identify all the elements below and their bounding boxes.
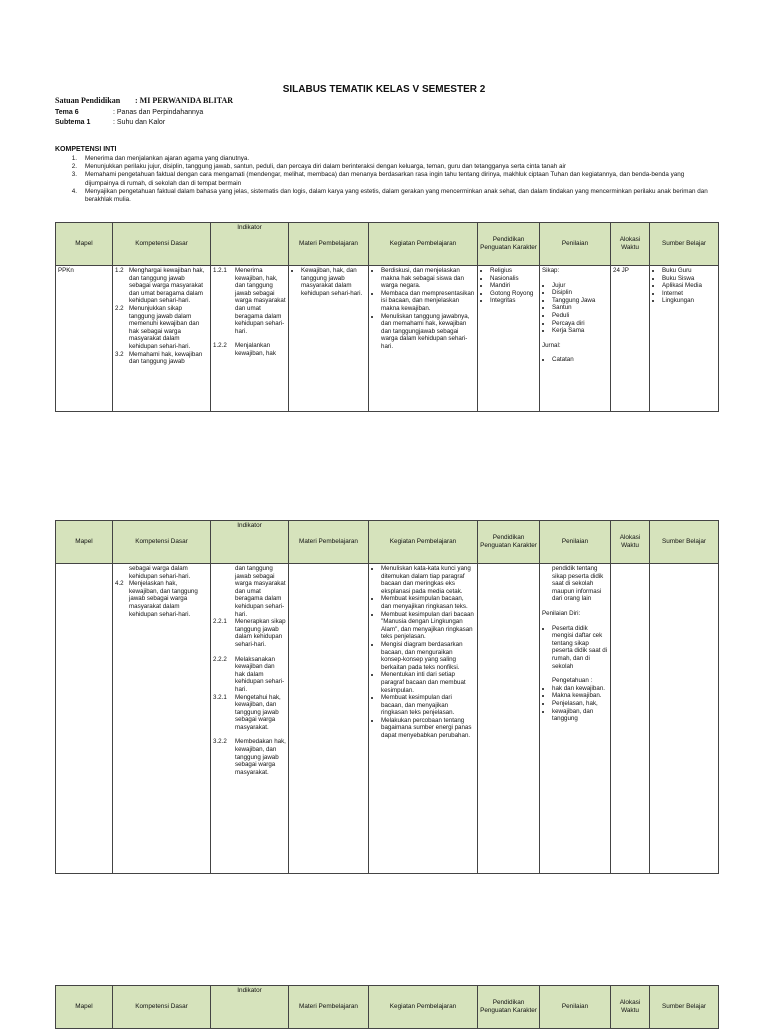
indikator-item: 3.2.1 Mengetahui hak, kewajiban, dan tanggung jawab sebagai warga masyarakat.: [213, 693, 281, 731]
header-kd: Kompetensi Dasar: [113, 223, 211, 266]
kegiatan-item: • Menentukan inti dari setiap paragraf bacaan dan membuat kesimpulan.: [381, 671, 475, 694]
meta-satuan: Satuan Pendidikan : MI PERWANIDA BLITAR: [55, 96, 234, 105]
header-mapel: Mapel: [56, 521, 113, 564]
syllabus-table-page-1: [55, 222, 719, 412]
cell-indikator: [211, 266, 289, 412]
header-indikator: Indikator: [211, 223, 289, 266]
kd-item: 2.2 Menunjukkan sikap tanggung jawab dalam memenuhi kewajiban dan hak sebagai warga masyarakat dalam kehidupan sehari-hari.: [115, 304, 200, 350]
sumber-item: • Aplikasi Media: [662, 282, 716, 290]
header-indikator: Indikator: [211, 521, 289, 564]
kegiatan-item: • Melakukan percobaan tentang bagaimana sumber energi panas dapat menyebabkan perubahan.: [381, 717, 475, 740]
header-alokasi: Alokasi Waktu: [611, 986, 650, 1029]
table-header-row: [56, 223, 719, 266]
cell-mapel: PPKn: [56, 266, 113, 412]
header-penilaian: Penilaian: [540, 223, 611, 266]
header-kegiatan: Kegiatan Pembelajaran: [369, 223, 478, 266]
sikap-item: • Percaya diri: [552, 320, 608, 328]
sikap-item: • Jujur: [552, 282, 608, 290]
kd-item: 4.2 Menjelaskan hak, kewajiban, dan tanggung jawab sebagai warga masyarakat dalam kehidupan sehari-hari.: [115, 580, 198, 618]
ki-item: 2. Menunjukkan perilaku jujur, disiplin, tanggung jawab, santun, peduli, dan percaya diri dalam berinteraksi dengan keluarga, teman, guru dan tetangganya serta cinta tanah air: [71, 163, 566, 171]
cell-pk: [478, 266, 540, 412]
syllabus-table-page-2: [55, 520, 719, 874]
cell-materi: [289, 564, 369, 874]
ki-heading: KOMPETENSI INTI: [55, 146, 117, 153]
header-penilaian: Penilaian: [540, 986, 611, 1029]
materi-item: • Kewajiban, hak, dan tanggung jawab masyarakat dalam kehidupan sehari-hari.: [301, 267, 366, 297]
pengetahuan-item: • kewajiban, dan tanggung: [552, 708, 608, 723]
indikator-item: 1.2.1 Menerima kewajiban, hak, dan tanggung jawab sebagai warga masyarakat dan umat beragama dalam kehidupan sehari-hari.: [213, 267, 286, 335]
cell-mapel: [56, 564, 113, 874]
cell-sumber: [650, 564, 719, 874]
header-alokasi: Alokasi Waktu: [611, 521, 650, 564]
header-alokasi: Alokasi Waktu: [611, 223, 650, 266]
kegiatan-item: • Mengisi diagram berdasarkan bacaan, dan menguraikan konsep-konsep yang saling berkaitan pada teks nonfiksi.: [381, 641, 475, 671]
header-sumber: Sumber Belajar: [650, 521, 719, 564]
cell-alokasi: [611, 564, 650, 874]
header-mapel: Mapel: [56, 986, 113, 1029]
pk-item: • Nasionalis: [490, 275, 537, 283]
penilaian-sikap-label: Sikap:: [542, 267, 560, 274]
table-row: [56, 266, 719, 412]
sikap-item: • Disiplin: [552, 289, 608, 297]
sumber-item: • Buku Siswa: [662, 275, 716, 283]
meta-tema: Tema 6 : Panas dan Perpindahannya: [55, 109, 204, 116]
indikator-item: 2.2.1 Menerapkan sikap tanggung jawab dalam kehidupan sehari-hari.: [213, 618, 286, 648]
header-sumber: Sumber Belajar: [650, 223, 719, 266]
cell-kegiatan: [369, 564, 478, 874]
indikator-item: 3.2.2 Membedakan hak, kewajiban, dan tanggung jawab sebagai warga masyarakat.: [213, 738, 286, 776]
header-pk: Pendidikan Penguatan Karakter: [478, 223, 540, 266]
header-kd: Kompetensi Dasar: [113, 521, 211, 564]
header-kegiatan: Kegiatan Pembelajaran: [369, 521, 478, 564]
cell-penilaian: [540, 564, 611, 874]
penilaian-continued: pendidik tentang sikap peserta didik saat di sekolah maupun informasi dari orang lain: [552, 565, 604, 603]
header-penilaian: Penilaian: [540, 521, 611, 564]
sikap-item: • Kerja Sama: [552, 327, 608, 335]
penilaian-diri-item: • Peserta didik mengisi daftar cek tentang sikap peserta didik saat di rumah, dan di sekolah: [552, 625, 608, 671]
pengetahuan-item: • hak dan kewajiban.: [552, 685, 608, 693]
cell-kegiatan: [369, 266, 478, 412]
pengetahuan-item: • Penjelasan, hak,: [552, 700, 608, 708]
penilaian-jurnal-label: Jurnal:: [542, 341, 561, 349]
ki-list: [55, 155, 715, 204]
header-kegiatan: Kegiatan Pembelajaran: [369, 986, 478, 1029]
sumber-item: • Buku Guru: [662, 267, 716, 275]
indikator-continued: dan tanggung jawab sebagai warga masyarakat dan umat beragama dalam kehidupan sehari-hari.: [235, 565, 286, 618]
cell-pk: [478, 564, 540, 874]
header-kd: Kompetensi Dasar: [113, 986, 211, 1029]
header-materi: Materi Pembelajaran: [289, 223, 369, 266]
kegiatan-item: • Menuliskan tanggung jawabnya, dan memahami hak, kewajiban dan tanggungjawab sebagai warga dalam kehidupan sehari-hari.: [381, 313, 475, 351]
pengetahuan-label: Pengetahuan :: [552, 677, 593, 685]
header-mapel: Mapel: [56, 223, 113, 266]
penilaian-diri-label: Penilaian Diri:: [542, 609, 581, 617]
kegiatan-item: • Membaca dan mempresentasikan isi bacaan, dan menjelaskan makna kewajiban.: [381, 290, 475, 313]
ki-item: 3. Memahami pengetahuan faktual dengan cara mengamati (mendengar, melihat, membaca) dan menanya berdasarkan rasa ingin tahu tentang dirinya, makhluk ciptaan Tuhan dan kegiatannya, dan benda-benda yang dijumpainya di rumah, di sekolah dan di tempat bermain: [71, 171, 685, 187]
sikap-item: • Tanggung Jawa: [552, 297, 608, 305]
cell-kd: [113, 564, 211, 874]
kd-continued: sebagai warga dalam kehidupan sehari-hari.: [129, 565, 191, 580]
indikator-item: 1.2.2 Menjalankan kewajiban, hak: [213, 342, 276, 357]
table-header-row: [56, 521, 719, 564]
kegiatan-item: • Menuliskan kata-kata kunci yang ditemukan dalam tiap paragraf bacaan dan meringkas eks eksplanasi pada media cetak.: [381, 565, 475, 595]
pk-item: • Religius: [490, 267, 537, 275]
jurnal-item: • Catatan: [552, 356, 608, 364]
header-pk: Pendidikan Penguatan Karakter: [478, 521, 540, 564]
sikap-item: • Peduli: [552, 312, 608, 320]
header-sumber: Sumber Belajar: [650, 986, 719, 1029]
kd-item: 3.2 Memahami hak, kewajiban dan tanggung jawab: [115, 350, 203, 366]
sumber-item: • Lingkungan: [662, 297, 716, 305]
meta-subtema: Subtema 1 : Suhu dan Kalor: [55, 119, 166, 126]
ki-item: 1. Menerima dan menjalankan ajaran agama yang dianutnya.: [71, 155, 250, 162]
cell-penilaian: [540, 266, 611, 412]
sikap-item: • Santun: [552, 304, 608, 312]
header-materi: Materi Pembelajaran: [289, 521, 369, 564]
cell-kd: [113, 266, 211, 412]
pk-item: • Gotong Royong: [490, 290, 537, 298]
header-materi: Materi Pembelajaran: [289, 986, 369, 1029]
kegiatan-item: • Berdiskusi, dan menjelaskan makna hak sebagai siswa dan warga negara.: [381, 267, 475, 290]
syllabus-table-page-3: [55, 985, 719, 1029]
cell-indikator: [211, 564, 289, 874]
pengetahuan-item: • Makna kewajiban.: [552, 692, 608, 700]
kegiatan-item: • Membuat kesimpulan bacaan, dan menyajikan ringkasan teks.: [381, 595, 475, 610]
document-title: SILABUS TEMATIK KELAS V SEMESTER 2: [282, 84, 486, 95]
pk-item: • Integritas: [490, 297, 537, 305]
sumber-item: • Internet: [662, 290, 716, 298]
ki-item: 4. Menyajikan pengetahuan faktual dalam bahasa yang jelas, sistematis dan logis, dalam karya yang estetis, dalam gerakan yang mencerminkan anak sehat, dan dalam tindakan yang mencerminkan perilaku anak beriman dan berakhlak mulia.: [71, 187, 708, 204]
table-header-row: [56, 986, 719, 1029]
pk-item: • Mandiri: [490, 282, 537, 290]
kegiatan-item: • Membuat kesimpulan dari bacaan "Manusia dengan Lingkungan Alam", dan menyajikan ringkasan teks penjelasan.: [381, 611, 475, 641]
indikator-item: 2.2.2 Melaksanakan kewajiban dan hak dalam kehidupan sehari-hari.: [213, 655, 285, 693]
cell-sumber: [650, 266, 719, 412]
header-indikator: Indikator: [211, 986, 289, 1029]
cell-materi: [289, 266, 369, 412]
kegiatan-item: • Membuat kesimpulan dari bacaan, dan menyajikan ringkasan teks penjelasan.: [381, 694, 475, 717]
cell-alokasi: 24 JP: [611, 266, 650, 412]
header-pk: Pendidikan Penguatan Karakter: [478, 986, 540, 1029]
kd-item: 1.2 Menghargai kewajiban hak, dan tanggung jawab sebagai warga masyarakat dan umat beragama dalam kehidupan sehari-hari.: [115, 267, 205, 305]
table-row: [56, 564, 719, 874]
